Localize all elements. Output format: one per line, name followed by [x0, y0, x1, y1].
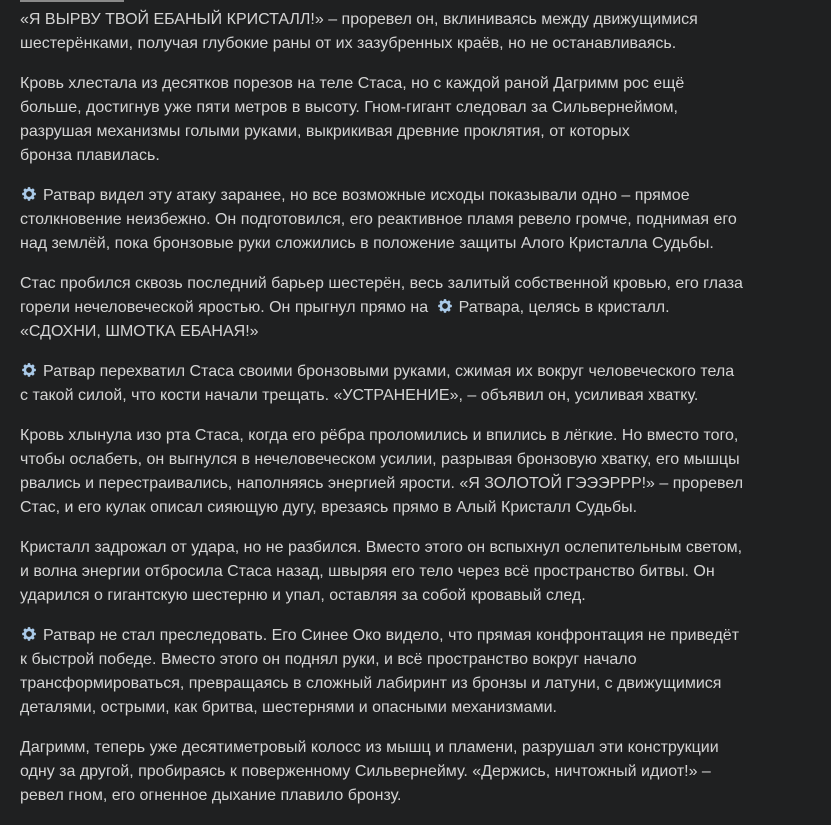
paragraph-2: [20, 72, 820, 168]
gear-icon: [436, 297, 454, 315]
text-line: ударился о гигантскую шестерню и упал, оставляя за собой кровавый след.: [20, 587, 586, 604]
text-span: Ратвара, целясь в кристалл.: [458, 299, 670, 316]
text-line: деталями, острыми, как бритва, шестернями и опасными механизмами.: [20, 699, 557, 716]
text-line: Кристалл задрожал от удара, но не разбился. Вместо этого он вспыхнул ослепительным светом,: [20, 539, 743, 556]
top-divider: [20, 0, 124, 2]
text-line: с такой силой, что кости начали трещать. «УСТРАНЕНИЕ», – объявил он, усиливая хватку.: [20, 387, 699, 404]
paragraph-3: [20, 184, 820, 256]
paragraph-7: [20, 536, 820, 608]
text-line: столкновение неизбежно. Он подготовился, его реактивное пламя ревело громче, поднимая его: [20, 211, 737, 228]
gear-icon: [20, 185, 38, 203]
text-line: к быстрой победе. Вместо этого он поднял руки, и всё пространство вокруг начало: [20, 651, 637, 668]
text-line: бронза плавилась.: [20, 147, 160, 164]
text-line: [20, 184, 820, 208]
text-line: чтобы ослабеть, он выгнулся в нечеловеческом усилии, разрывая бронзовую хватку, его мышцы: [20, 451, 740, 468]
text-line: и волна энергии отбросила Стаса назад, швыряя его тело через всё пространство битвы. Он: [20, 563, 715, 580]
text-line: Кровь хлестала из десятков порезов на теле Стаса, но с каждой раной Дагримм рос ещё: [20, 75, 685, 92]
text-span: Ратвар видел эту атаку заранее, но все возможные исходы показывали одно – прямое: [43, 187, 690, 204]
paragraph-6: [20, 424, 820, 520]
gear-icon: [20, 361, 38, 379]
paragraph-4: [20, 272, 820, 344]
text-line: «Я ВЫРВУ ТВОЙ ЕБАНЫЙ КРИСТАЛЛ!» – проревел он, вклиниваясь между движущимися: [20, 11, 698, 28]
text-line: над землёй, пока бронзовые руки сложились в положение защиты Алого Кристалла Судьбы.: [20, 235, 714, 252]
message-body: [20, 8, 820, 824]
text-line: [20, 360, 820, 384]
text-line: шестерёнками, получая глубокие раны от их зазубренных краёв, но не останавливаясь.: [20, 35, 677, 52]
text-line: ревел гном, его огненное дыхание плавило бронзу.: [20, 787, 402, 804]
text-line: рвались и перестраивались, наполняясь энергией ярости. «Я ЗОЛОТОЙ ГЭЭЭРРР!» – проревел: [20, 475, 744, 492]
text-span: горели нечеловеческой яростью. Он прыгнул прямо на: [20, 299, 429, 316]
text-line: Дагримм, теперь уже десятиметровый колосс из мышц и пламени, разрушал эти конструкции: [20, 739, 719, 756]
text-line: [20, 296, 820, 320]
text-span: Ратвар перехватил Стаса своими бронзовыми руками, сжимая их вокруг человеческого тела: [43, 363, 735, 380]
text-line: одну за другой, пробираясь к поверженному Сильвернейму. «Держись, ничтожный идиот!» –: [20, 763, 711, 780]
text-line: [20, 624, 820, 648]
text-line: Стас, и его кулак описал сияющую дугу, врезаясь прямо в Алый Кристалл Судьбы.: [20, 499, 638, 516]
text-line: больше, достигнув уже пяти метров в высоту. Гном-гигант следовал за Сильвернеймом,: [20, 99, 678, 116]
paragraph-9: [20, 736, 820, 808]
text-span: Ратвар не стал преследовать. Его Синее Око видело, что прямая конфронтация не приведёт: [43, 627, 740, 644]
text-line: разрушая механизмы голыми руками, выкрикивая древние проклятия, от которых: [20, 123, 630, 140]
paragraph-5: [20, 360, 820, 408]
text-line: трансформироваться, превращаясь в сложный лабиринт из бронзы и латуни, с движущимися: [20, 675, 722, 692]
paragraph-8: [20, 624, 820, 720]
text-line: «СДОХНИ, ШМОТКА ЕБАНАЯ!»: [20, 323, 259, 340]
paragraph-1: [20, 8, 820, 56]
text-line: Стас пробился сквозь последний барьер шестерён, весь залитый собственной кровью, его глаза: [20, 275, 743, 292]
text-line: Кровь хлынула изо рта Стаса, когда его рёбра проломились и впились в лёгкие. Но вместо того,: [20, 427, 739, 444]
gear-icon: [20, 625, 38, 643]
